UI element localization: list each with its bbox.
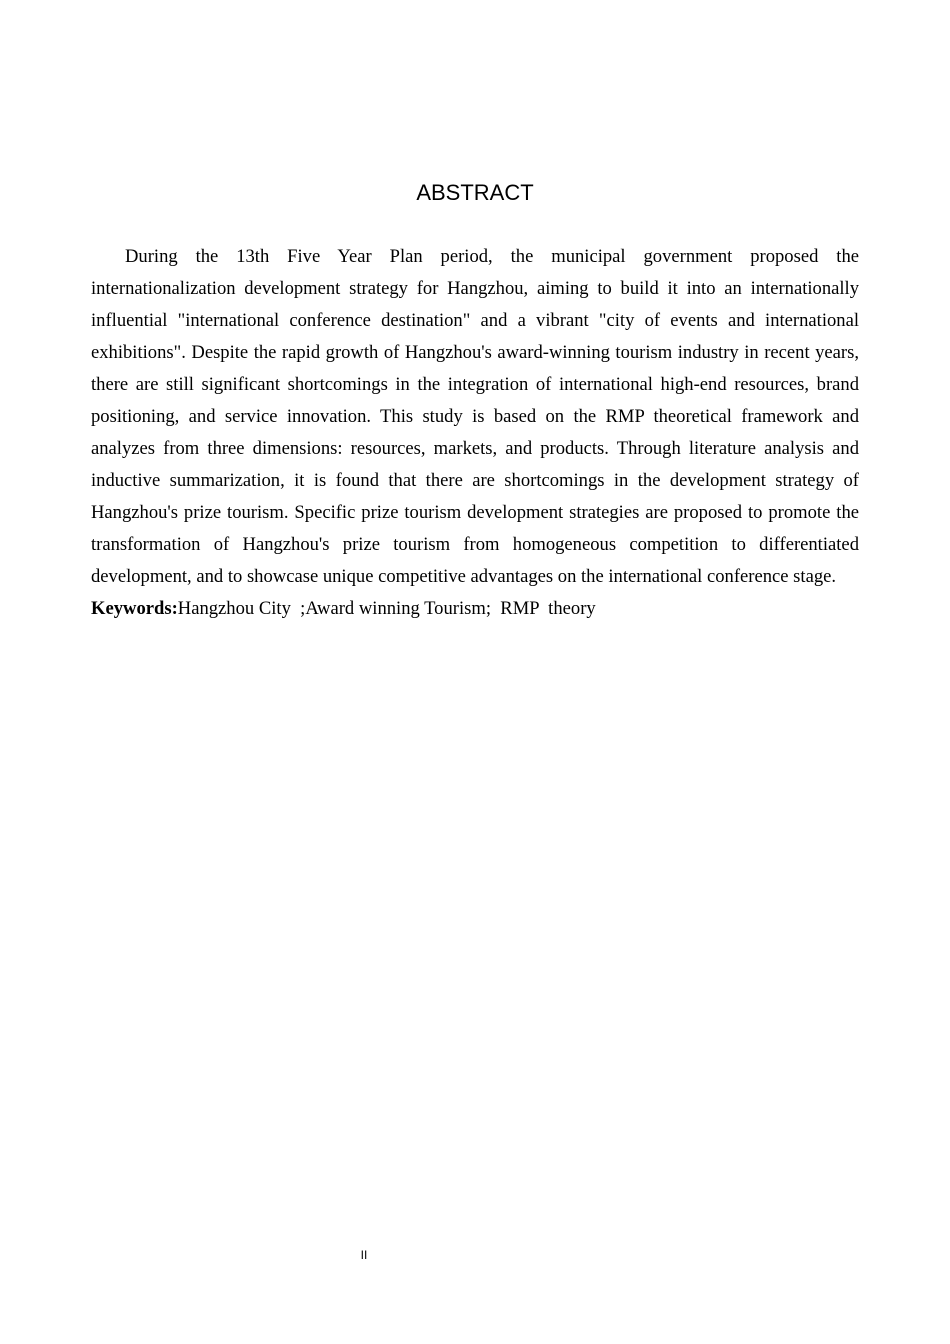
- keywords-label: Keywords:: [91, 598, 178, 619]
- keywords-line: [91, 593, 859, 625]
- page-number: II: [360, 1248, 368, 1262]
- keywords-text: Hangzhou City ;Award winning Tourism; RMP theory: [177, 598, 596, 619]
- abstract-title: ABSTRACT: [416, 180, 534, 205]
- abstract-paragraph: During the 13th Five Year Plan period, the municipal government proposed the internationalization development strategy for Hangzhou, aiming to build it into an internationally influential "international conference destination" and a vibrant "city of events and international exhibitions". Despite the rapid growth of Hangzhou's award-winning tourism industry in recent years, there are still significant shortcomings in the integration of international high-end resources, brand positioning, and service innovation. This study is based on the RMP theoretical framework and analyzes from three dimensions: resources, markets, and products. Through literature analysis and inductive summarization, it is found that there are shortcomings in the development strategy of Hangzhou's prize tourism. Specific prize tourism development strategies are proposed to promote the transformation of Hangzhou's prize tourism from homogeneous competition to differentiated development, and to showcase unique competitive advantages on the international conference stage.: [91, 246, 859, 587]
